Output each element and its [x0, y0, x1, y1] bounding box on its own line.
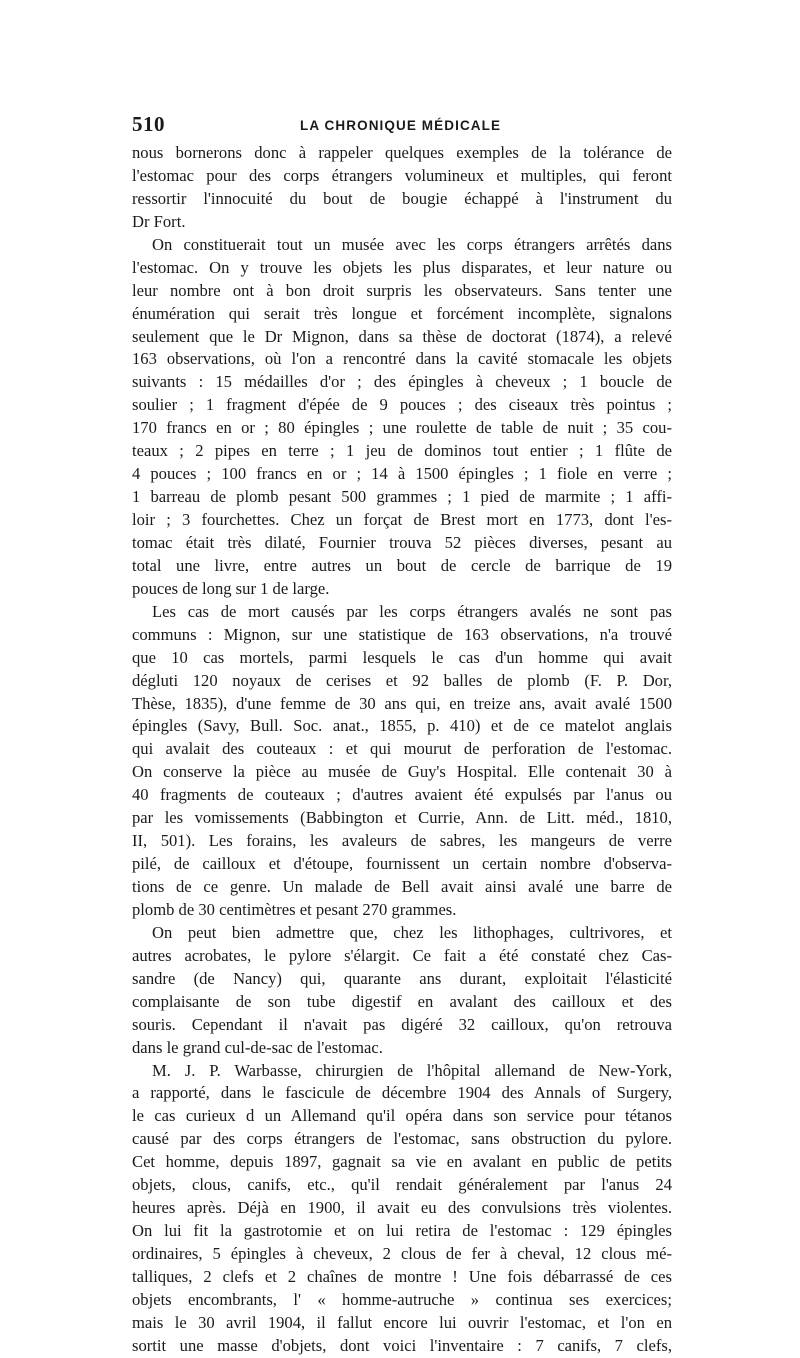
- text-line: soulier ; 1 fragment d'épée de 9 pouces ; des ciseaux très pointus ;: [132, 395, 672, 415]
- text-line: sortit une masse d'objets, dont voici l'inventaire : 7 canifs, 7 clefs,: [132, 1335, 672, 1355]
- text-line: dégluti 120 noyaux de cerises et 92 balles de plomb (F. P. Dor,: [132, 670, 672, 690]
- text-line: 40 fragments de couteaux ; d'autres avaient été expulsés par l'anus ou: [132, 785, 672, 805]
- text-line: communs : Mignon, sur une statistique de 163 observations, n'a trouvé: [132, 624, 672, 644]
- text-line: a rapporté, dans le fascicule de décembre 1904 des Annals of Surgery,: [132, 1083, 672, 1103]
- text-line: sandre (de Nancy) qui, quarante ans durant, exploitait l'élasticité: [132, 968, 672, 988]
- text-line: causé par des corps étrangers de l'estomac, sans obstruction du pylore.: [132, 1129, 672, 1149]
- text-line: suivants : 15 médailles d'or ; des épingles à cheveux ; 1 boucle de: [132, 372, 672, 392]
- text-line: 170 francs en or ; 80 épingles ; une roulette de table de nuit ; 35 cou-: [132, 418, 672, 438]
- text-line: 4 pouces ; 100 francs en or ; 14 à 1500 épingles ; 1 fiole en verre ;: [132, 464, 672, 484]
- text-line: Thèse, 1835), d'une femme de 30 ans qui, en treize ans, avait avalé 1500: [132, 693, 672, 713]
- text-line: tomac était très dilaté, Fournier trouva 52 pièces diverses, pesant au: [132, 532, 672, 552]
- text-line: Dr Fort.: [132, 211, 186, 231]
- text-line: l'estomac. On y trouve les objets les plus disparates, et leur nature ou: [132, 257, 672, 277]
- text-line: tions de ce genre. Un malade de Bell avait ainsi avalé une barre de: [132, 877, 672, 896]
- text-line: que 10 cas mortels, parmi lesquels le cas d'un homme qui avait: [132, 647, 672, 667]
- text-line: nous bornerons donc à rappeler quelques exemples de la tolérance de: [132, 143, 672, 162]
- body-text: [132, 142, 672, 1358]
- text-line: teaux ; 2 pipes en terre ; 1 jeu de dominos tout entier ; 1 flûte de: [132, 441, 672, 461]
- page-header: [132, 112, 672, 142]
- text-line: par les vomissements (Babbington et Currie, Ann. de Litt. méd., 1810,: [132, 808, 672, 828]
- text-line: total une livre, entre autres un bout de cercle de barrique de 19: [132, 555, 672, 575]
- text-line: ressortir l'innocuité du bout de bougie échappé à l'instrument du: [132, 188, 672, 208]
- text-line: pilé, de cailloux et d'étoupe, fournissent un certain nombre d'observa-: [132, 854, 672, 874]
- text-line: plomb de 30 centimètres et pesant 270 grammes.: [132, 899, 457, 919]
- text-line: l'estomac pour des corps étrangers volumineux et multiples, qui feront: [132, 165, 672, 185]
- running-title: LA CHRONIQUE MÉDICALE: [300, 118, 502, 133]
- text-line: M. J. P. Warbasse, chirurgien de l'hôpital allemand de New-York,: [152, 1060, 672, 1080]
- text-line: leur nombre ont à bon droit surpris les observateurs. Sans tenter une: [132, 280, 672, 300]
- text-line: loir ; 3 fourchettes. Chez un forçat de Brest mort en 1773, dont l'es-: [132, 510, 672, 529]
- text-line: seulement que le Dr Mignon, dans sa thèse de doctorat (1874), a relevé: [132, 326, 672, 346]
- text-line: ordinaires, 5 épingles à cheveux, 2 clous de fer à cheval, 12 clous mé-: [132, 1244, 672, 1263]
- text-line: On peut bien admettre que, chez les lithophages, cultrivores, et: [152, 922, 672, 942]
- text-line: 163 observations, où l'on a rencontré dans la cavité stomacale les objets: [132, 349, 672, 369]
- text-line: mais le 30 avril 1904, il fallut encore lui ouvrir l'estomac, et l'on en: [132, 1312, 672, 1332]
- text-line: qui avalait des couteaux : et qui mourut de perforation de l'estomac.: [132, 739, 672, 759]
- text-line: On constituerait tout un musée avec les corps étrangers arrêtés dans: [152, 234, 672, 254]
- text-line: le cas curieux d un Allemand qu'il opéra dans son service pour tétanos: [132, 1106, 672, 1126]
- text-line: Cet homme, depuis 1897, gagnait sa vie en avalant en public de petits: [132, 1152, 672, 1172]
- text-line: souris. Cependant il n'avait pas digéré 32 cailloux, qu'on retrouva: [132, 1014, 672, 1034]
- text-line: II, 501). Les forains, les avaleurs de sabres, les mangeurs de verre: [132, 831, 672, 851]
- text-line: objets, clous, canifs, etc., qu'il rendait généralement par l'anus 24: [132, 1175, 672, 1195]
- text-line: autres acrobates, le pylore s'élargit. Ce fait a été constaté chez Cas-: [132, 945, 672, 965]
- text-line: On lui fit la gastrotomie et on lui retira de l'estomac : 129 épingles: [132, 1221, 672, 1241]
- text-line: talliques, 2 clefs et 2 chaînes de montre ! Une fois débarrassé de ces: [132, 1266, 672, 1286]
- text-line: heures après. Déjà en 1900, il avait eu des convulsions très violentes.: [132, 1198, 672, 1218]
- text-line: complaisante de son tube digestif en avalant des cailloux et des: [132, 991, 672, 1011]
- text-line: énumération qui serait très longue et forcément incomplète, signalons: [132, 303, 672, 323]
- text-line: dans le grand cul-de-sac de l'estomac.: [132, 1037, 383, 1057]
- text-line: objets encombrants, l' « homme-autruche » continua ses exercices;: [132, 1289, 672, 1309]
- text-line: On conserve la pièce au musée de Guy's Hospital. Elle contenait 30 à: [132, 762, 672, 782]
- page-number: 510: [132, 112, 165, 136]
- text-line: Les cas de mort causés par les corps étrangers avalés ne sont pas: [152, 601, 672, 621]
- text-line: épingles (Savy, Bull. Soc. anat., 1855, p. 410) et de ce matelot anglais: [132, 716, 672, 736]
- text-line: pouces de long sur 1 de large.: [132, 578, 330, 598]
- text-line: 1 barreau de plomb pesant 500 grammes ; 1 pied de marmite ; 1 affi-: [132, 487, 672, 507]
